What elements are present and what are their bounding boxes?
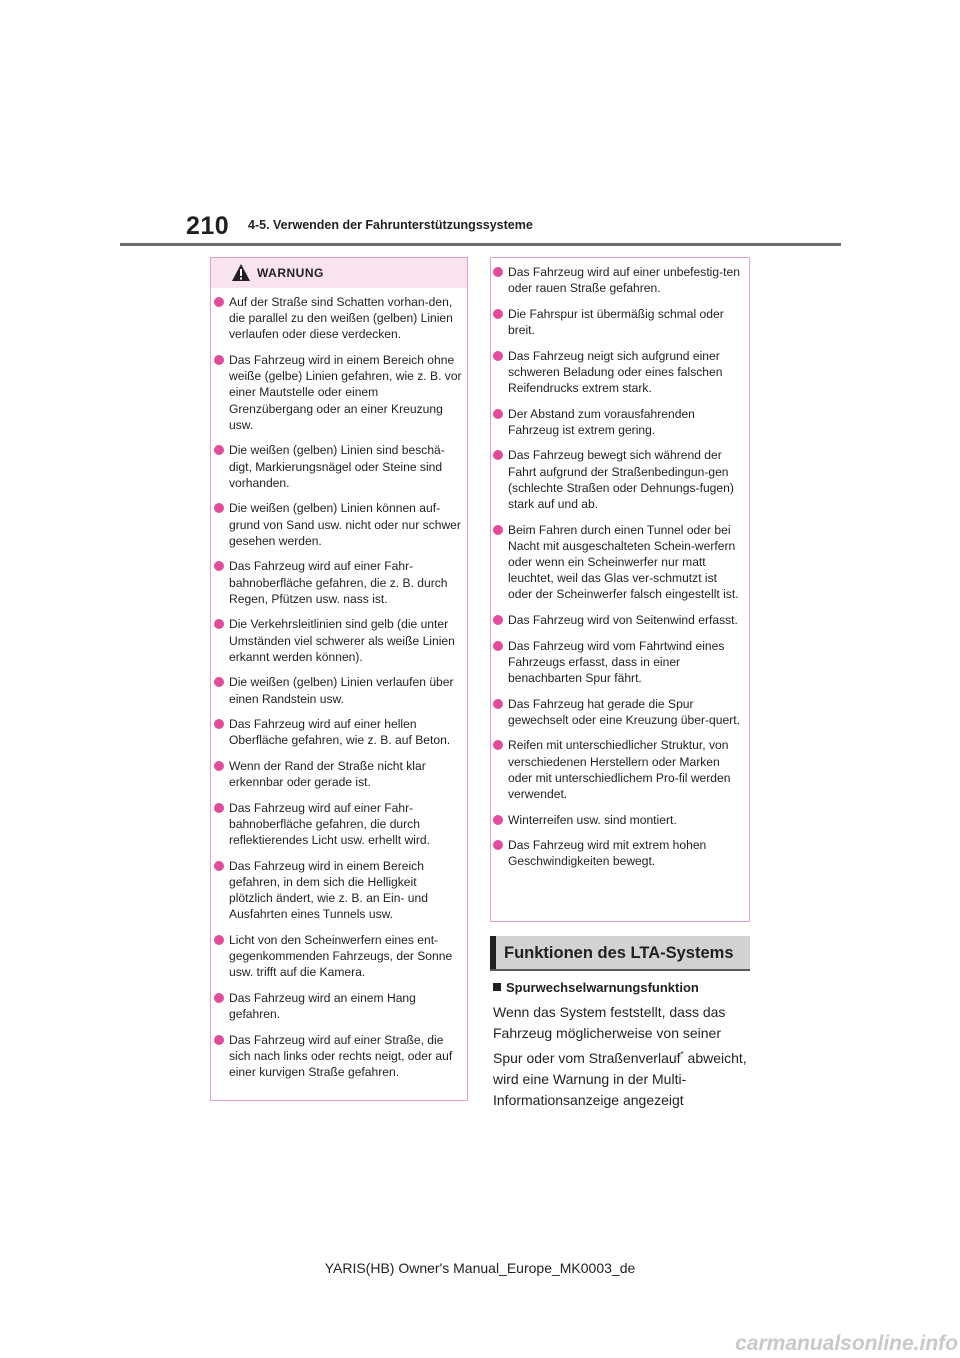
list-item: Das Fahrzeug wird auf einer Fahr-bahnoberfläche gefahren, die durch reflektierendes Licht usw. erhellt wird. — [214, 800, 462, 849]
list-item: Die weißen (gelben) Linien können auf-grund von Sand usw. nicht oder nur schwer gesehen werden. — [214, 500, 462, 549]
bullet-icon — [493, 409, 503, 419]
bullet-icon — [214, 445, 224, 455]
list-item: Reifen mit unterschiedlicher Struktur, von verschiedenen Herstellern oder Marken oder mit unterschiedlichem Pro-fil werden verwendet. — [493, 737, 741, 802]
bullet-icon — [214, 1035, 224, 1045]
warning-triangle-icon — [231, 263, 251, 282]
heading-underline — [490, 969, 750, 971]
list-item: Die weißen (gelben) Linien verlaufen über einen Randstein usw. — [214, 674, 462, 706]
bullet-icon — [493, 525, 503, 535]
bullet-icon — [214, 803, 224, 813]
list-item: Der Abstand zum vorausfahrenden Fahrzeug ist extrem gering. — [493, 406, 741, 438]
body-paragraph: Wenn das System feststellt, dass das Fahrzeug möglicherweise von seiner Spur oder vom Straßenverlauf* abweicht, wird eine Warnung in der Multi-Informationsanzeige angezeigt — [493, 1004, 747, 1108]
subheading: Spurwechselwarnungsfunktion — [493, 980, 699, 995]
list-item: Das Fahrzeug bewegt sich während der Fahrt aufgrund der Straßenbedingun-gen (schlechte Straßen oder Dehnungs-fugen) stark auf und ab. — [493, 447, 741, 512]
warning-box-left — [210, 257, 468, 1101]
warning-list-left — [214, 294, 462, 1090]
footnote-mark: * — [680, 1050, 684, 1059]
list-item: Die Verkehrsleitlinien sind gelb (die unter Umständen viel schwerer als weiße Linien erkannt werden können). — [214, 616, 462, 665]
bullet-icon — [214, 297, 224, 307]
bullet-icon — [214, 761, 224, 771]
list-item: Das Fahrzeug wird mit extrem hohen Geschwindigkeiten bewegt. — [493, 837, 741, 869]
bullet-icon — [214, 935, 224, 945]
list-item: Die weißen (gelben) Linien sind beschä-digt, Markierungsnägel oder Steine sind vorhanden. — [214, 442, 462, 491]
list-item: Das Fahrzeug wird in einem Bereich gefahren, in dem sich die Helligkeit plötzlich ändert, wie z. B. an Ein- und Ausfahrten eines Tunnels usw. — [214, 858, 462, 923]
bullet-icon — [214, 677, 224, 687]
bullet-icon — [493, 309, 503, 319]
warning-list-right — [493, 264, 741, 879]
list-item: Das Fahrzeug wird auf einer Fahr-bahnoberfläche gefahren, die z. B. durch Regen, Pfützen usw. nass ist. — [214, 558, 462, 607]
bullet-icon — [214, 861, 224, 871]
bullet-icon — [493, 699, 503, 709]
warning-header — [211, 258, 467, 288]
warning-title: WARNUNG — [257, 266, 324, 280]
list-item: Wenn der Rand der Straße nicht klar erkennbar oder gerade ist. — [214, 758, 462, 790]
list-item: Das Fahrzeug neigt sich aufgrund einer schweren Beladung oder eines falschen Reifendrucks extrem stark. — [493, 348, 741, 397]
bullet-icon — [493, 641, 503, 651]
list-item: Das Fahrzeug wird vom Fahrtwind eines Fahrzeugs erfasst, dass in einer benachbarten Spur fährt. — [493, 638, 741, 687]
list-item: Das Fahrzeug wird auf einer unbefestig-ten oder rauen Straße gefahren. — [493, 264, 741, 296]
page-number: 210 — [186, 212, 230, 240]
watermark: carmanualsonline.info — [735, 1332, 958, 1355]
header-rule — [120, 243, 841, 246]
list-item: Das Fahrzeug wird auf einer Straße, die sich nach links oder rechts neigt, oder auf einer kurvigen Straße gefahren. — [214, 1032, 462, 1081]
list-item: Das Fahrzeug wird von Seitenwind erfasst. — [493, 612, 741, 628]
list-item: Das Fahrzeug wird in einem Bereich ohne weiße (gelbe) Linien gefahren, wie z. B. vor einer Mautstelle oder einem Grenzübergang oder an einer Kreuzung usw. — [214, 352, 462, 433]
bullet-icon — [493, 615, 503, 625]
heading-accent — [490, 936, 496, 971]
bullet-icon — [493, 815, 503, 825]
list-item: Das Fahrzeug wird an einem Hang gefahren. — [214, 990, 462, 1022]
list-item: Das Fahrzeug hat gerade die Spur gewechselt oder eine Kreuzung über-quert. — [493, 696, 741, 728]
functions-title: Funktionen des LTA-Systems — [504, 944, 734, 962]
list-item: Die Fahrspur ist übermäßig schmal oder breit. — [493, 306, 741, 338]
bullet-icon — [493, 740, 503, 750]
section-title: 4-5. Verwenden der Fahrunterstützungssysteme — [248, 218, 533, 232]
bullet-icon — [214, 619, 224, 629]
footer-text: YARIS(HB) Owner's Manual_Europe_MK0003_de — [324, 1260, 636, 1276]
bullet-icon — [214, 561, 224, 571]
list-item: Licht von den Scheinwerfern eines ent-gegenkommenden Fahrzeugs, der Sonne usw. trifft auf die Kamera. — [214, 932, 462, 981]
bullet-icon — [214, 355, 224, 365]
bullet-icon — [493, 450, 503, 460]
bullet-icon — [493, 840, 503, 850]
functions-heading-bar — [490, 936, 750, 971]
square-bullet-icon — [493, 983, 501, 991]
list-item: Das Fahrzeug wird auf einer hellen Oberfläche gefahren, wie z. B. auf Beton. — [214, 716, 462, 748]
bullet-icon — [214, 993, 224, 1003]
bullet-icon — [493, 351, 503, 361]
bullet-icon — [214, 503, 224, 513]
list-item: Winterreifen usw. sind montiert. — [493, 812, 741, 828]
list-item: Auf der Straße sind Schatten vorhan-den, die parallel zu den weißen (gelben) Linien verlaufen oder diese verdecken. — [214, 294, 462, 343]
bullet-icon — [493, 267, 503, 277]
bullet-icon — [214, 719, 224, 729]
list-item: Beim Fahren durch einen Tunnel oder bei Nacht mit ausgeschalteten Schein-werfern oder wenn ein Scheinwerfer nur matt leuchtet, weil das Glas ver-schmutzt ist oder der Scheinwerfer falsch eingestellt ist. — [493, 522, 741, 603]
